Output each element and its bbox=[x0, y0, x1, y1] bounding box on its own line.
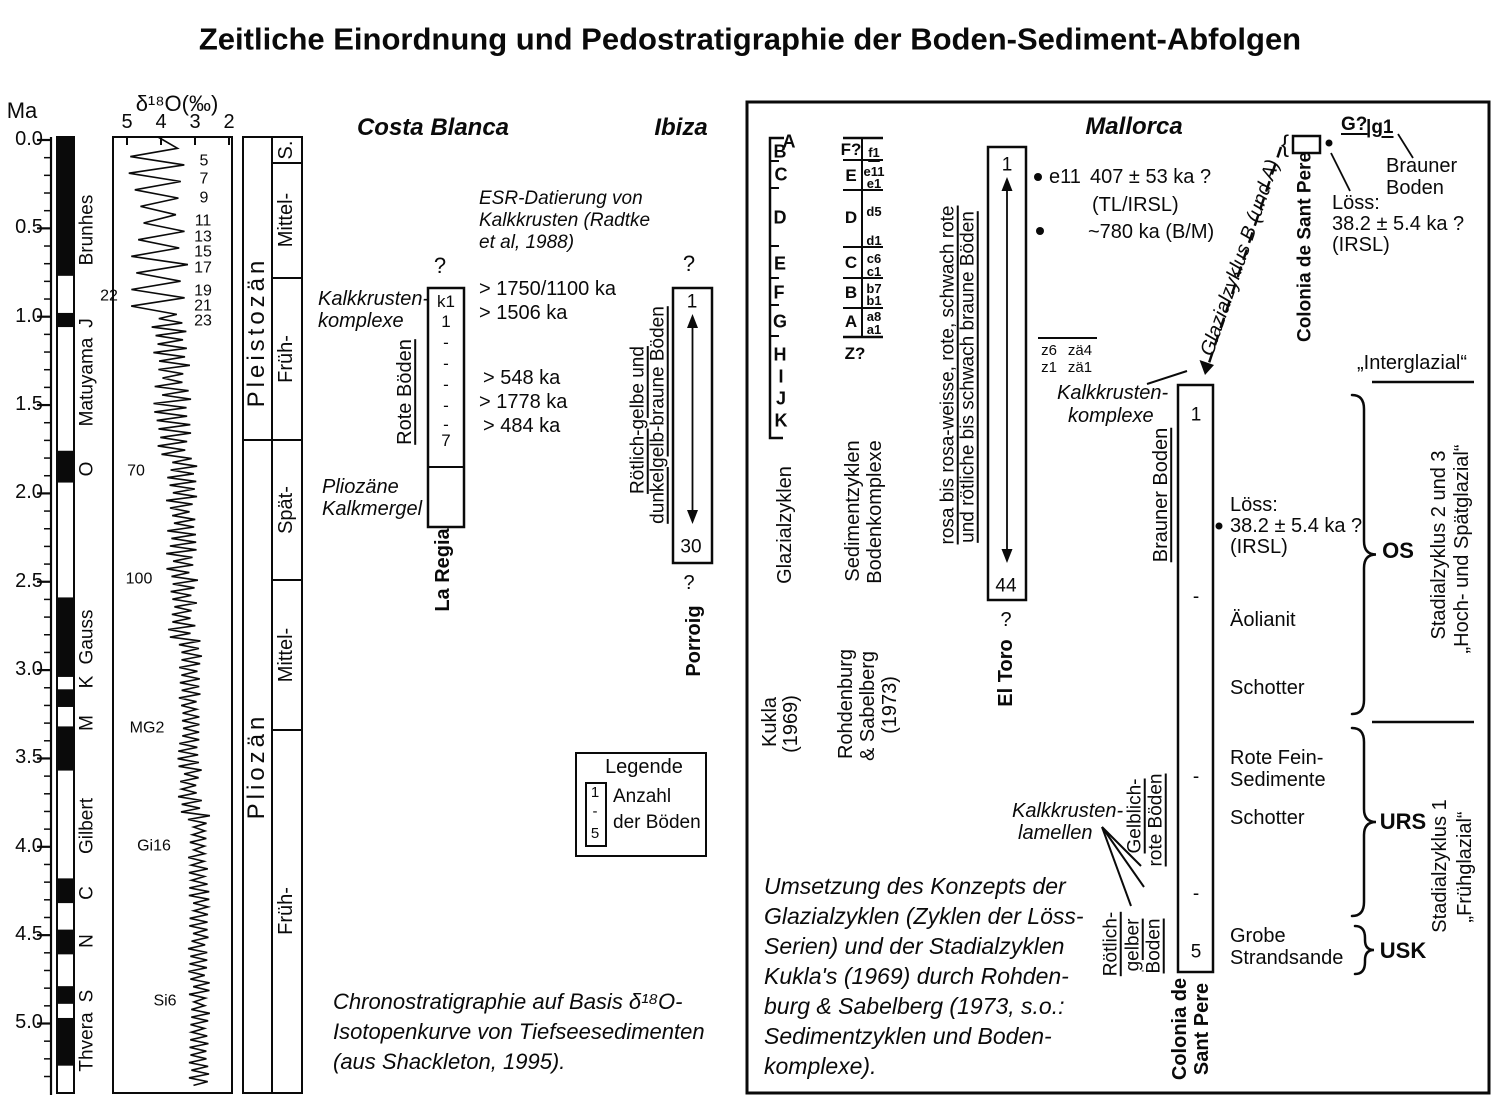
isotope-scale: 5 bbox=[121, 111, 133, 134]
page-title: Zeitliche Einordnung und Pedostratigraphie der Boden-Sediment-Abfolgen bbox=[198, 21, 1302, 57]
mis-stage-70: 70 bbox=[127, 462, 145, 480]
arrow-down-icon bbox=[687, 510, 698, 524]
site-colonia-top: Colonia de Sant Pere bbox=[1294, 151, 1316, 343]
epoch-label-nunivak: N bbox=[76, 934, 98, 948]
colonia-item: 1 bbox=[1190, 404, 1202, 426]
kalkkrustenkomplexe-label1: Kalkkrusten- bbox=[318, 288, 430, 310]
legend-title: Legende bbox=[605, 756, 683, 779]
site-el-toro: El Toro bbox=[995, 639, 1018, 707]
rote-fein-label1: Rote Fein- bbox=[1230, 747, 1324, 769]
mis-stage-si6: Si6 bbox=[153, 992, 177, 1010]
loess-mid-line3: (IRSL) bbox=[1230, 536, 1288, 558]
kukla-letter: E bbox=[773, 253, 787, 274]
epoch-label-brunhes: Brunhes bbox=[76, 194, 98, 266]
lamellen-label2: lamellen bbox=[1018, 822, 1093, 844]
z-label: zä4 bbox=[1067, 341, 1093, 359]
z-label: z1 bbox=[1041, 358, 1057, 376]
rohdenburg-ref2: & Sabelberg bbox=[857, 650, 880, 762]
epoch-label-gilbert: Gilbert bbox=[76, 798, 98, 854]
kukla-letter-a: A bbox=[782, 131, 796, 152]
kalkkrustenkomplexe-m2: komplexe bbox=[1068, 405, 1154, 427]
rote-fein-label2: Sedimente bbox=[1230, 769, 1326, 791]
epoch-label-thvera: Thvera bbox=[76, 1012, 98, 1072]
schotter-label2: Schotter bbox=[1230, 807, 1305, 829]
mis-stage-22: 22 bbox=[100, 287, 118, 305]
el-toro-top-count: 1 bbox=[1001, 154, 1013, 176]
chrono-sub-mittel2: Mittel- bbox=[275, 627, 298, 683]
kukla-letter: B bbox=[773, 141, 787, 162]
chrono-sub-frueh2: Früh- bbox=[275, 887, 298, 935]
legend-caption1: Anzahl bbox=[613, 786, 672, 807]
question-mark: ? bbox=[682, 251, 696, 277]
rosa-soils-label1: rosa bis rosa-weisse, rote, schwach rote bbox=[937, 205, 959, 545]
sediment-sub: b7 bbox=[866, 280, 882, 296]
interglazial-label: „Interglazial“ bbox=[1357, 352, 1468, 374]
grobe-label2: Strandsande bbox=[1230, 947, 1344, 969]
lamellen-label1: Kalkkrusten- bbox=[1012, 800, 1124, 822]
loess-top-line2: 38.2 ± 5.4 ka ? bbox=[1332, 213, 1465, 235]
sediment-sub: d5 bbox=[866, 203, 882, 219]
arrow-up-icon bbox=[687, 314, 698, 328]
sedimentzyklen-label1: Sedimentzyklen bbox=[842, 440, 865, 582]
el-toro-column-box bbox=[988, 147, 1026, 600]
umsetzung-note bbox=[764, 871, 1084, 1081]
costa-blanca-title: Costa Blanca bbox=[356, 114, 510, 142]
bullet-dot bbox=[1216, 523, 1223, 530]
gelblich-label2: rote Böden bbox=[1145, 773, 1167, 867]
legend-caption2: der Böden bbox=[613, 812, 701, 833]
fruehglazial-label: „Frühglazial“ bbox=[1454, 811, 1477, 923]
umsetzung-line: burg & Sabelberg (1973, s.o.: bbox=[764, 993, 1065, 1019]
schotter-label1: Schotter bbox=[1230, 677, 1305, 699]
usk-label: USK bbox=[1379, 938, 1427, 964]
kukla-letter: D bbox=[773, 207, 787, 228]
la-regia-item: 1 bbox=[441, 311, 451, 331]
sediment-main: B bbox=[844, 282, 858, 302]
sediment-main: A bbox=[844, 311, 858, 331]
chrono-pliozaen: Pliozän bbox=[243, 712, 271, 820]
dating-e11-label: e11 bbox=[1049, 166, 1081, 188]
ma-tick-label: 3.5 bbox=[15, 746, 43, 769]
site-colonia-bottom1: Colonia de bbox=[1169, 977, 1192, 1081]
arrow-down-icon bbox=[1002, 549, 1013, 563]
mis-stage-mg2: MG2 bbox=[129, 719, 165, 737]
mis-stage: 9 bbox=[199, 189, 209, 207]
mis-stage: 23 bbox=[194, 312, 212, 330]
brauner-boden-label1: Brauner bbox=[1386, 155, 1458, 177]
umsetzung-line: Umsetzung des Konzepts der bbox=[764, 873, 1066, 899]
isotope-scale: 3 bbox=[189, 111, 201, 134]
site-colonia-bottom2: Sant Pere bbox=[1191, 982, 1214, 1076]
epoch-label-sidufjall: S bbox=[76, 989, 98, 1003]
la-regia-item: - bbox=[443, 353, 449, 373]
colonia-item: - bbox=[1192, 766, 1200, 788]
ibiza-title: Ibiza bbox=[654, 114, 708, 142]
brace-char: { bbox=[1280, 131, 1290, 159]
sediment-sub: d1 bbox=[866, 232, 882, 248]
esr-date: > 484 ka bbox=[483, 415, 561, 437]
kukla-letter: H bbox=[773, 344, 787, 365]
glazialzyklus-arrow-label: Glazialzyklus B (und A) bbox=[1196, 156, 1285, 359]
esr-date: > 1778 ka bbox=[479, 391, 568, 413]
isotope-scale: 4 bbox=[155, 111, 167, 134]
chrono-sub-mittel1: Mittel- bbox=[275, 192, 298, 248]
g1-label: |g1 bbox=[1366, 117, 1394, 138]
chrono-pleistozaen: Pleistozän bbox=[243, 256, 271, 408]
kukla-ref1: Kukla bbox=[759, 696, 782, 748]
esr-note-line1: ESR-Datierung von bbox=[479, 188, 643, 209]
question-mark: ? bbox=[683, 572, 695, 595]
sediment-z-row: Z? bbox=[844, 343, 866, 363]
sediment-sub: a8 bbox=[866, 308, 882, 324]
ibiza-soil-label1: Rötlich-gelbe und bbox=[627, 346, 649, 494]
rohdenburg-ref3: (1973) bbox=[879, 676, 902, 734]
kukla-letter: K bbox=[774, 410, 788, 431]
g-label: G? bbox=[1341, 114, 1368, 135]
ma-tick-label: 1.5 bbox=[15, 393, 43, 416]
sediment-sub: c1 bbox=[866, 263, 882, 279]
esr-date: > 548 ka bbox=[483, 367, 561, 389]
la-regia-item: k1 bbox=[437, 291, 455, 311]
colonia-item: - bbox=[1192, 883, 1200, 905]
chrono-note-line1: Chronostratigraphie auf Basis δ¹⁸O- bbox=[333, 989, 683, 1014]
dating-bm-value: ~780 ka (B/M) bbox=[1088, 221, 1215, 243]
roetlich-label3: Boden bbox=[1143, 918, 1165, 974]
kalkkrustenkomplexe-m1: Kalkkrusten- bbox=[1057, 382, 1169, 404]
question-mark: ? bbox=[1000, 609, 1012, 632]
epoch-label-jaramillo: J bbox=[76, 318, 98, 328]
polarity-column bbox=[57, 137, 74, 1093]
loess-top-line1: Löss: bbox=[1332, 192, 1380, 214]
bullet-dot bbox=[1034, 173, 1042, 181]
ma-unit-label: Ma bbox=[6, 98, 38, 124]
isotope-curve bbox=[129, 137, 210, 1085]
kukla-letter: I bbox=[778, 366, 784, 387]
sediment-main: C bbox=[844, 252, 858, 272]
isotope-axis-title: δ¹⁸O(‰) bbox=[135, 91, 219, 117]
epoch-label-cochiti: C bbox=[76, 886, 98, 900]
legend-symbol-mid: - bbox=[592, 802, 598, 820]
sedimentzyklen-label2: Bodenkomplexe bbox=[864, 440, 887, 584]
z-label: zä1 bbox=[1067, 358, 1093, 376]
ma-tick-label: 4.5 bbox=[15, 923, 43, 946]
ma-tick-label: 4.0 bbox=[15, 835, 43, 858]
ma-axis bbox=[37, 137, 51, 1095]
sediment-sub: f1 bbox=[868, 144, 880, 160]
umsetzung-line: Glazialzyklen (Zyklen der Löss- bbox=[764, 903, 1084, 929]
kalkkrustenkomplexe-label2: komplexe bbox=[318, 310, 404, 332]
esr-note-line3: et al, 1988) bbox=[479, 232, 575, 253]
sediment-sub: e11 bbox=[863, 163, 885, 179]
hochglazial-label: „Hoch- und Spätglazial“ bbox=[1451, 444, 1474, 654]
isotope-scale: 2 bbox=[223, 111, 235, 134]
rosa-soils-label2: und rötliche bis schwach braune Böden bbox=[957, 211, 979, 543]
mis-stage: 11 bbox=[194, 212, 212, 230]
mis-stage: 5 bbox=[199, 152, 209, 170]
umsetzung-line: komplexe). bbox=[764, 1053, 877, 1079]
kalkmergel-label1: Pliozäne bbox=[322, 476, 399, 498]
ma-tick-label: 2.5 bbox=[15, 570, 43, 593]
chrono-sub-s: S. bbox=[275, 140, 298, 160]
colonia-item: - bbox=[1192, 586, 1200, 608]
sediment-main: E bbox=[845, 165, 857, 185]
la-regia-item: - bbox=[443, 332, 449, 352]
chrono-sub-spaet: Spät- bbox=[275, 486, 298, 534]
arrow-up-icon bbox=[1002, 177, 1013, 191]
chrono-note-line3: (aus Shackleton, 1995). bbox=[333, 1049, 566, 1074]
legend-symbol-bottom: 5 bbox=[590, 824, 600, 842]
ma-tick-label: 2.0 bbox=[15, 481, 43, 504]
chrono-sub-frueh1: Früh- bbox=[275, 335, 298, 383]
sediment-sub: c6 bbox=[866, 250, 882, 266]
sediment-sub: b1 bbox=[866, 292, 882, 308]
umsetzung-line: Sedimentzyklen und Boden- bbox=[764, 1023, 1052, 1049]
umsetzung-line: Serien) und der Stadialzyklen bbox=[764, 933, 1065, 959]
question-mark: ? bbox=[433, 253, 447, 279]
porroig-column-box bbox=[673, 288, 712, 563]
loess-top-line3: (IRSL) bbox=[1332, 234, 1390, 256]
chrono-note-line2: Isotopenkurve von Tiefseesedimenten bbox=[333, 1019, 705, 1044]
mallorca-title: Mallorca bbox=[1085, 113, 1183, 141]
el-toro-bottom-count: 44 bbox=[995, 575, 1017, 597]
rohdenburg-ref1: Rohdenburg bbox=[835, 648, 858, 760]
colonia-top-box bbox=[1293, 136, 1333, 153]
roetlich-label2: gelber bbox=[1122, 918, 1144, 972]
aeolianit-label: Äolianit bbox=[1230, 609, 1296, 631]
porroig-bottom-count: 30 bbox=[680, 536, 702, 558]
sediment-main: F? bbox=[840, 139, 862, 159]
bullet-dot bbox=[1036, 227, 1044, 235]
kalkmergel-label2: Kalkmergel bbox=[322, 498, 423, 520]
kukla-letter: C bbox=[774, 164, 788, 185]
ma-tick-label: 5.0 bbox=[15, 1011, 43, 1034]
epoch-label-gauss: Gauss bbox=[76, 609, 98, 665]
mis-stage: 15 bbox=[194, 243, 212, 261]
epoch-label-matuyama: Matuyama bbox=[76, 337, 98, 427]
mis-stage-gi16: Gi16 bbox=[137, 837, 171, 855]
mis-stage: 19 bbox=[194, 282, 212, 300]
stadialzyklus1-label: Stadialzyklus 1 bbox=[1429, 799, 1452, 933]
site-porroig: Porroig bbox=[683, 605, 706, 677]
esr-note-line2: Kalkkrusten (Radtke bbox=[479, 210, 651, 231]
mis-stage-100: 100 bbox=[125, 570, 153, 588]
stadial-braces bbox=[1352, 395, 1376, 974]
dating-e11-method: (TL/IRSL) bbox=[1092, 194, 1179, 216]
kukla-ref2: (1969) bbox=[780, 695, 803, 753]
rote-boeden-label: Rote Böden bbox=[394, 339, 417, 445]
loess-mid-line1: Löss: bbox=[1230, 494, 1278, 516]
ma-tick-label: 0.5 bbox=[15, 216, 43, 239]
os-label: OS bbox=[1382, 538, 1414, 564]
epoch-label-olduvai: O bbox=[76, 461, 98, 477]
mis-stage: 13 bbox=[194, 228, 212, 246]
legend-symbol-top: 1 bbox=[590, 783, 600, 801]
epoch-label-mammoth: M bbox=[76, 715, 98, 731]
ibiza-soil-label2: dunkelgelb-braune Böden bbox=[647, 306, 669, 524]
epoch-label-kaena: K bbox=[76, 675, 98, 689]
site-la-regia: La Regia bbox=[432, 528, 455, 612]
z-label: z6 bbox=[1041, 341, 1057, 359]
mis-stage: 21 bbox=[194, 297, 212, 315]
kukla-letter: J bbox=[775, 388, 787, 409]
sediment-sub: e1 bbox=[866, 175, 882, 191]
grobe-label1: Grobe bbox=[1230, 925, 1286, 947]
bullet-dot bbox=[1326, 140, 1333, 147]
sediment-sub: a1 bbox=[866, 321, 882, 337]
glazialzyklen-label: Glazialzyklen bbox=[774, 466, 797, 584]
la-regia-item: - bbox=[443, 395, 449, 415]
colonia-item: 5 bbox=[1190, 941, 1202, 963]
dating-e11-value: 407 ± 53 ka ? bbox=[1090, 166, 1212, 188]
urs-label: URS bbox=[1379, 809, 1427, 835]
la-regia-item: - bbox=[443, 414, 449, 434]
ma-tick-label: 0.0 bbox=[15, 128, 43, 151]
kukla-letter: F bbox=[773, 282, 785, 303]
stadialzyklus23-label: Stadialzyklus 2 und 3 bbox=[1428, 450, 1451, 640]
mis-stage: 17 bbox=[194, 259, 212, 277]
ma-tick-label: 3.0 bbox=[15, 658, 43, 681]
esr-date: > 1750/1100 ka bbox=[479, 278, 616, 300]
brauner-boden-label2: Boden bbox=[1386, 177, 1444, 199]
roetlich-label1: Rötlich- bbox=[1100, 911, 1122, 977]
mis-stage: 7 bbox=[199, 170, 209, 188]
gelblich-label1: Gelblich- bbox=[1124, 778, 1146, 854]
la-regia-item: 7 bbox=[441, 430, 451, 450]
brauner-boden-vertical: Brauner Boden bbox=[1150, 427, 1173, 563]
sediment-main: D bbox=[844, 207, 858, 227]
kukla-letter: G bbox=[772, 311, 788, 332]
umsetzung-line: Kukla's (1969) durch Rohden- bbox=[764, 963, 1069, 989]
la-regia-item: - bbox=[443, 374, 449, 394]
porroig-top-count: 1 bbox=[686, 291, 698, 313]
ma-tick-label: 1.0 bbox=[15, 305, 43, 328]
esr-date: > 1506 ka bbox=[479, 302, 568, 324]
loess-mid-line2: 38.2 ± 5.4 ka ? bbox=[1230, 515, 1363, 537]
